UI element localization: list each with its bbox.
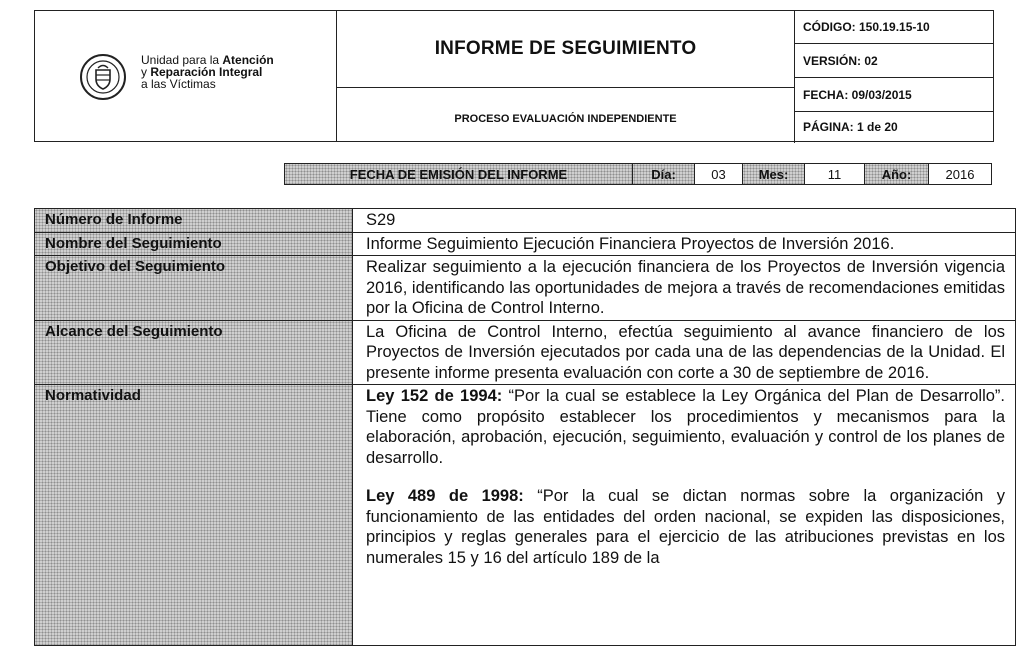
row-label: Normatividad: [35, 385, 353, 645]
row-value: Informe Seguimiento Ejecución Financiera Proyectos de Inversión 2016.: [366, 234, 895, 253]
emission-date-label: FECHA DE EMISIÓN DEL INFORME: [285, 164, 633, 184]
logo-cell: [35, 11, 337, 141]
row-value: La Oficina de Control Interno, efectúa seguimiento al avance financiero de los Proyectos de Inversión ejecutados por cada una de las dependencias de la Unidad. El presente informe presenta evaluación con corte a 30 de septiembre de 2016.: [366, 322, 1005, 382]
table-row: [35, 321, 1015, 386]
law-text: “Por la cual se establece la Ley Orgánica del Plan de Desarrollo”. Tiene como propósito establecer los procedimientos y mecanismos para la elaboración, aprobación, ejecución, seguimiento, evaluación y control de los planes de desarrollo.: [366, 387, 1006, 467]
law-name: Ley 489 de 1998:: [366, 487, 524, 505]
date-field: FECHA: 09/03/2015: [795, 78, 993, 112]
table-row: [35, 385, 1015, 645]
row-label: Nombre del Seguimiento: [35, 233, 353, 256]
month-value: 11: [805, 164, 865, 184]
table-row: [35, 209, 1015, 233]
law-paragraph: [366, 486, 1005, 568]
row-value: Realizar seguimiento a la ejecución financiera de los Proyectos de Inversión vigencia 2016, identificando las oportunidades de mejora a través de recomendaciones emitidas por la Oficina de Control Interno.: [366, 258, 1005, 317]
table-row: [35, 256, 1015, 321]
document-header: [34, 10, 994, 142]
row-label: Alcance del Seguimiento: [35, 321, 353, 385]
row-label: Número de Informe: [35, 209, 353, 232]
emission-date-strip: [284, 163, 992, 185]
year-value: 2016: [945, 166, 975, 182]
page-field: PÁGINA: 1 de 20: [803, 119, 898, 134]
table-row: [35, 233, 1015, 257]
organization-name: Unidad para la Atención y Reparación Integral a las Víctimas: [141, 53, 274, 91]
day-label: Día:: [633, 164, 695, 184]
coat-of-arms-icon: [80, 54, 126, 100]
process-name: PROCESO EVALUACIÓN INDEPENDIENTE: [337, 88, 795, 143]
law-name: Ley 152 de 1994:: [366, 387, 503, 405]
day-value: 03: [695, 164, 743, 184]
law-paragraph: [366, 386, 1005, 468]
version-field: VERSIÓN: 02: [795, 44, 993, 78]
normatividad-value: [353, 385, 1015, 645]
law-text: “Por la cual se dictan normas sobre la organización y funcionamiento de las entidades del orden nacional, se expiden las disposiciones, principios y reglas generales para el ejercicio de las atribuciones previstas en los numerales 15 y 16 del artículo 189 de la: [366, 487, 1005, 567]
year-label: Año:: [865, 164, 929, 184]
code-field: CÓDIGO: 150.19.15-10: [795, 11, 993, 44]
month-label: Mes:: [743, 164, 805, 184]
row-value: S29: [366, 211, 396, 229]
report-table: [34, 208, 1016, 646]
row-label: Objetivo del Seguimiento: [35, 256, 353, 320]
document-title: INFORME DE SEGUIMIENTO: [337, 11, 795, 88]
